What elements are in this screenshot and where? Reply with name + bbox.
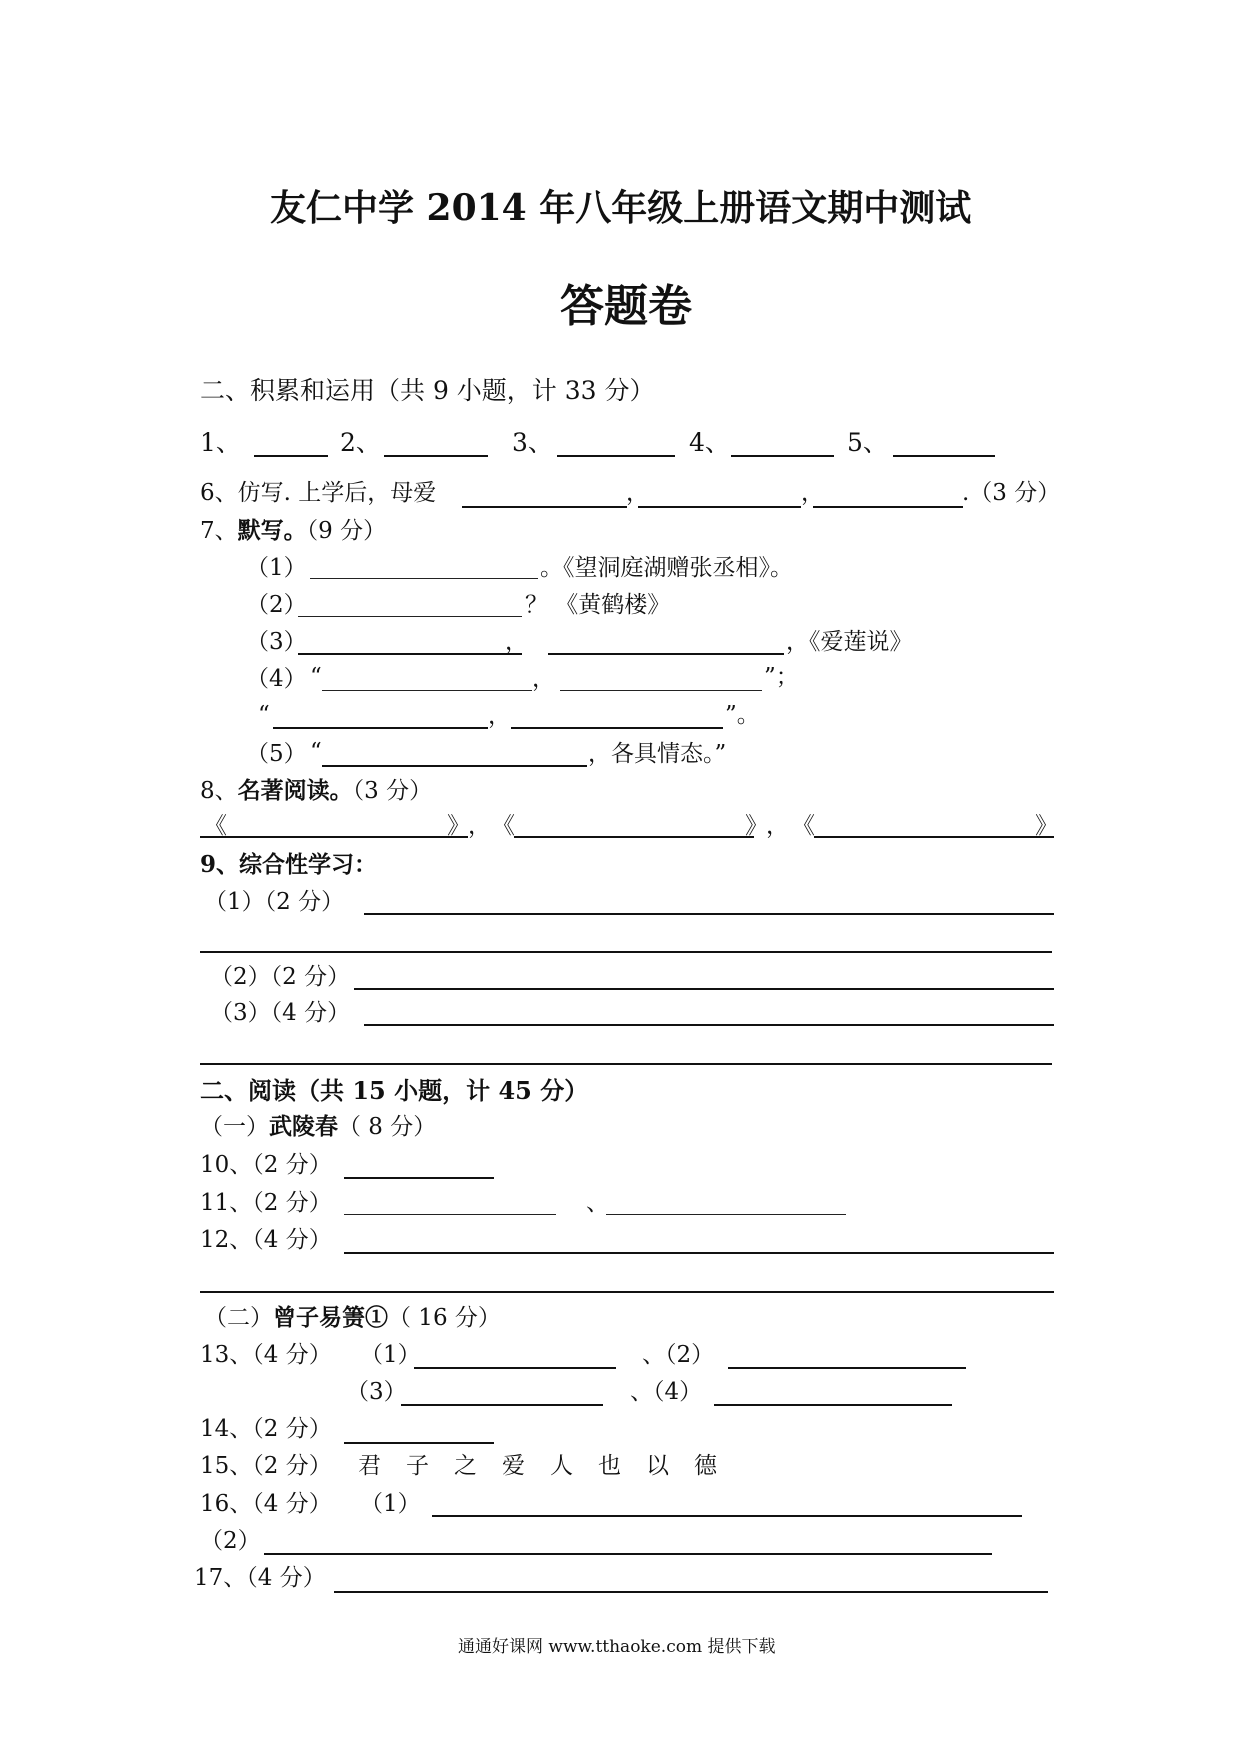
q7-score: （9 分） xyxy=(306,518,387,544)
q7-5-open-quote: “ xyxy=(310,739,322,765)
footer-credit: 通通好课网 www.tthaoke.com 提供下载 xyxy=(458,1637,776,1657)
q8-book2-blank[interactable] xyxy=(514,836,754,838)
q11-sep: 、 xyxy=(586,1190,609,1216)
q6-blank-1[interactable] xyxy=(462,506,627,508)
q7-5-blank[interactable] xyxy=(322,765,587,767)
q6-sep-2: ， xyxy=(801,480,824,506)
q16-sub2-blank[interactable] xyxy=(264,1553,992,1555)
q13-sub4-num: 、（4） xyxy=(630,1379,703,1405)
q1-answer-blank[interactable] xyxy=(254,455,328,457)
q16-sub1-blank[interactable] xyxy=(432,1515,1022,1517)
q8-book3-blank[interactable] xyxy=(814,836,1054,838)
part2-title: 曾子易箦① xyxy=(273,1304,388,1331)
q14-label: 14、（2 分） xyxy=(200,1416,332,1442)
q7-1-suffix: 。《望洞庭湖赠张丞相》。 xyxy=(540,555,793,581)
q7-4b-blank-2[interactable] xyxy=(511,727,723,729)
q11-label: 11、（2 分） xyxy=(200,1190,332,1216)
q7-title: 默写。 xyxy=(237,517,307,544)
q15-label: 15、（2 分） xyxy=(200,1453,332,1479)
q17-blank[interactable] xyxy=(334,1591,1048,1593)
q13-sub3-blank[interactable] xyxy=(401,1404,603,1406)
q6-blank-2[interactable] xyxy=(638,506,801,508)
q8-book1-blank[interactable] xyxy=(200,836,468,838)
q8-book3-open: 《 xyxy=(792,813,815,839)
q13-sub2-blank[interactable] xyxy=(728,1367,966,1369)
q3-label: 3、 xyxy=(512,428,553,457)
part1-number: （一） xyxy=(200,1114,269,1140)
q3-answer-blank[interactable] xyxy=(557,455,675,457)
q9-1-blank[interactable] xyxy=(364,913,1054,915)
q5-label: 5、 xyxy=(847,428,888,457)
q9-1-label: （1）（2 分） xyxy=(204,889,345,915)
q8-book2-close: 》 xyxy=(745,813,768,839)
q17-label: 17、（4 分） xyxy=(194,1565,326,1591)
q7-2-num: （2） xyxy=(246,592,307,618)
q7-3-blank-2[interactable] xyxy=(548,653,784,655)
q8-book2-open: 《 xyxy=(492,813,515,839)
q8-sep-1: ， xyxy=(468,813,491,839)
q10-label: 10、（2 分） xyxy=(200,1152,332,1178)
q7-4b-blank-1[interactable] xyxy=(273,727,488,729)
part1-heading xyxy=(200,1112,436,1142)
q14-blank[interactable] xyxy=(344,1442,494,1444)
q7-3-suffix: ，《爱莲说》 xyxy=(786,629,913,655)
q8-book3-close: 》 xyxy=(1035,813,1058,839)
q8-label xyxy=(200,776,432,806)
q12-blank-line2[interactable] xyxy=(200,1291,1054,1293)
q7-3-blank-1[interactable] xyxy=(298,653,522,655)
q2-answer-blank[interactable] xyxy=(384,455,488,457)
q9-label: 9、综合性学习： xyxy=(200,851,378,878)
q7-4-num: （4） xyxy=(246,666,307,692)
part2-score: （ 16 分） xyxy=(388,1305,501,1331)
part2-number: （二） xyxy=(204,1305,273,1331)
q7-4b-close: ”。 xyxy=(725,702,760,728)
q5-answer-blank[interactable] xyxy=(893,455,995,457)
q9-3-blank[interactable] xyxy=(364,1024,1054,1026)
q16-label: 16、（4 分） xyxy=(200,1491,332,1517)
q7-1-blank[interactable] xyxy=(310,578,538,579)
q13-label: 13、（4 分） xyxy=(200,1342,332,1368)
section2-heading: 二、阅读（共 15 小题，计 45 分） xyxy=(200,1076,589,1105)
q7-number: 7、 xyxy=(200,518,238,544)
q8-book1-open: 《 xyxy=(204,813,227,839)
q7-4-blank-1[interactable] xyxy=(322,690,532,691)
q9-1-blank-line2[interactable] xyxy=(200,951,1052,953)
q7-4b-open-quote: “ xyxy=(258,702,270,728)
q13-sub2-num: 、（2） xyxy=(642,1342,715,1368)
page-subtitle: 答题卷 xyxy=(560,281,692,332)
q7-4-open-quote: “ xyxy=(310,664,322,690)
q7-1-num: （1） xyxy=(246,555,307,581)
q9-3-label: （3）（4 分） xyxy=(210,1000,351,1026)
q7-4-blank-2[interactable] xyxy=(560,690,762,691)
q4-label: 4、 xyxy=(689,428,730,457)
section1-heading: 二、积累和运用（共 9 小题，计 33 分） xyxy=(200,376,655,405)
q7-3-sep: ， xyxy=(505,629,528,655)
q7-2-suffix: ？ 《黄鹤楼》 xyxy=(525,592,671,618)
q16-sub1-num: （1） xyxy=(360,1491,421,1517)
q8-number: 8、 xyxy=(200,778,238,804)
part1-score: （ 8 分） xyxy=(338,1114,437,1140)
q9-2-label: （2）（2 分） xyxy=(210,964,351,990)
q12-blank[interactable] xyxy=(344,1252,1054,1254)
q6-sep-1: ， xyxy=(626,480,649,506)
q8-sep-2: ， xyxy=(766,813,789,839)
q6-end: .（3 分） xyxy=(962,480,1061,506)
q12-label: 12、（4 分） xyxy=(200,1227,332,1253)
q7-4-sep: ， xyxy=(532,666,555,692)
q7-5-suffix: ，各具情态。” xyxy=(588,741,727,767)
q8-book1-close: 》 xyxy=(447,813,470,839)
q13-sub1-num: （1） xyxy=(360,1342,421,1368)
q15-text: 君子之爱人也以德 xyxy=(358,1453,742,1479)
q7-3-num: （3） xyxy=(246,629,307,655)
q7-5-num: （5） xyxy=(246,741,307,767)
q11-blank-1[interactable] xyxy=(344,1214,556,1215)
q7-4-close: ”； xyxy=(764,664,799,690)
q4-answer-blank[interactable] xyxy=(731,455,834,457)
q13-sub4-blank[interactable] xyxy=(714,1404,952,1406)
q6-blank-3[interactable] xyxy=(813,506,963,508)
q9-2-blank[interactable] xyxy=(354,988,1054,990)
q11-blank-2[interactable] xyxy=(606,1214,846,1215)
part2-heading xyxy=(204,1303,501,1333)
q6-label: 6、仿写. 上学后，母爱 xyxy=(200,480,437,506)
q7-2-blank[interactable] xyxy=(298,616,522,617)
page-title: 友仁中学 2014 年八年级上册语文期中测试 xyxy=(270,187,972,229)
q8-title: 名著阅读。 xyxy=(237,777,353,804)
q9-3-blank-line2[interactable] xyxy=(200,1063,1052,1065)
q1-label: 1、 xyxy=(200,428,241,457)
q10-blank[interactable] xyxy=(344,1177,494,1179)
q8-score: （3 分） xyxy=(352,778,433,804)
q13-sub1-blank[interactable] xyxy=(414,1367,616,1369)
q2-label: 2、 xyxy=(340,428,381,457)
q16-sub2-num: （2） xyxy=(200,1528,261,1554)
q7-4b-sep: ， xyxy=(488,703,511,729)
part1-title: 武陵春 xyxy=(269,1113,338,1140)
q7-label xyxy=(200,516,386,546)
q13-sub3-num: （3） xyxy=(346,1379,407,1405)
